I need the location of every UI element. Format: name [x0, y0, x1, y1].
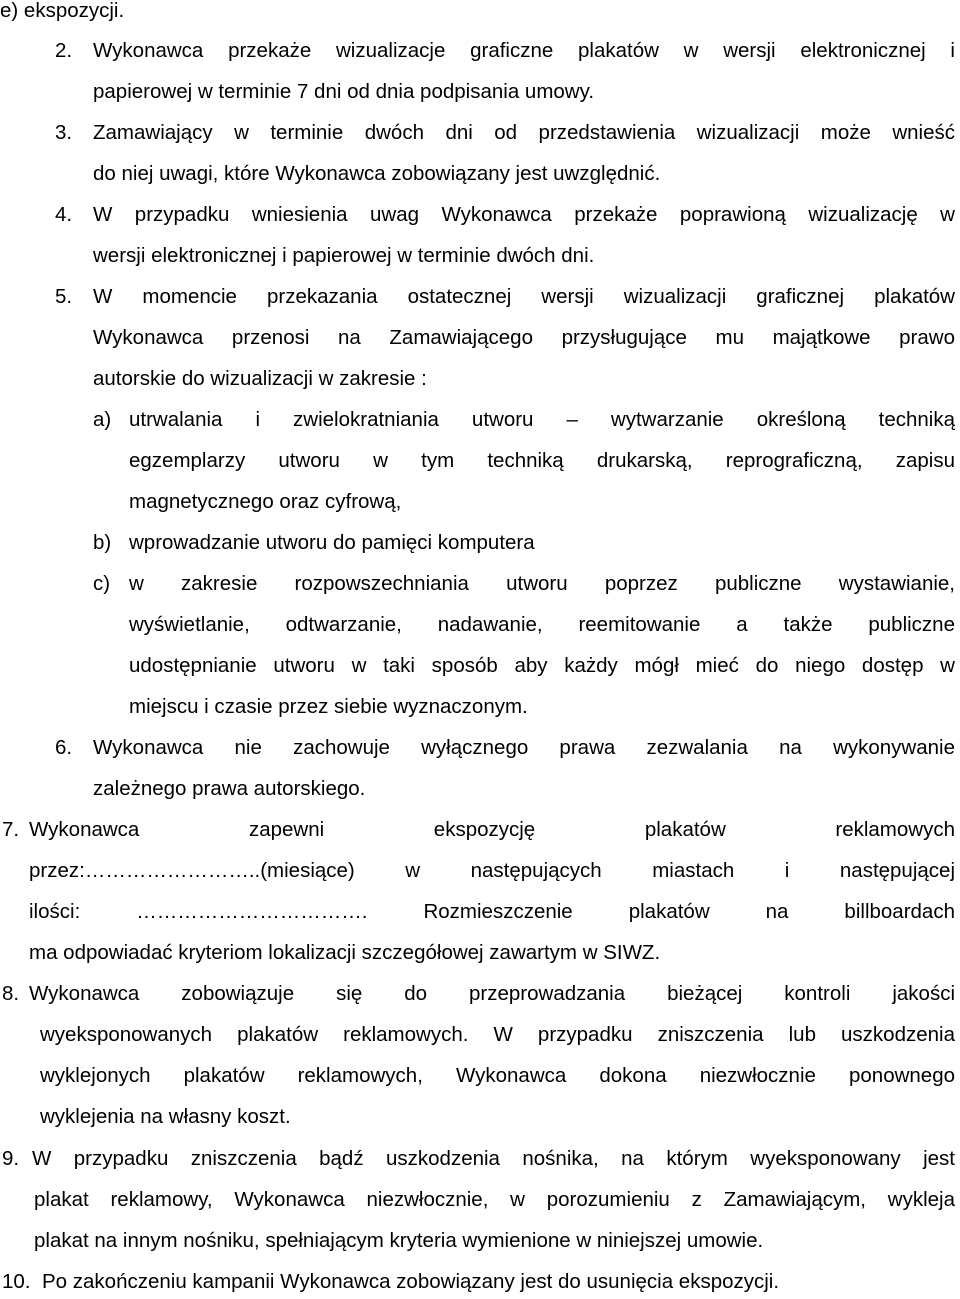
text-line: udostępnianie utworu w taki sposób aby każdy mógł mieć do niego dostęp w	[129, 654, 955, 677]
text-line: W przypadku zniszczenia bądź uszkodzenia nośnika, na którym wyeksponowany jest	[32, 1147, 955, 1170]
text-line: do niej uwagi, które Wykonawca zobowiązany jest uwzględnić.	[93, 162, 661, 185]
text-line: miejscu i czasie przez siebie wyznaczonym.	[129, 695, 528, 718]
item-number: 5.	[55, 285, 73, 308]
text-line: wprowadzanie utworu do pamięci komputera	[129, 531, 535, 554]
item-number: 10.	[2, 1270, 31, 1293]
subitem-letter: a)	[93, 408, 112, 431]
text-line: wersji elektronicznej i papierowej w terminie dwóch dni.	[93, 244, 595, 267]
text-line: plakat reklamowy, Wykonawca niezwłocznie, w porozumieniu z Zamawiającym, wykleja	[34, 1188, 955, 1211]
text-line: w zakresie rozpowszechniania utworu poprzez publiczne wystawianie,	[129, 572, 955, 595]
subitem-letter: b)	[93, 531, 112, 554]
item-number: 3.	[55, 121, 73, 144]
text-line: Wykonawca nie zachowuje wyłącznego prawa zezwalania na wykonywanie	[93, 736, 955, 759]
item-number: 8.	[2, 982, 20, 1005]
text-line: magnetycznego oraz cyfrową,	[129, 490, 402, 513]
item-number: 9.	[2, 1147, 20, 1170]
text-line: W momencie przekazania ostatecznej wersji wizualizacji graficznej plakatów	[93, 285, 955, 308]
text-line: papierowej w terminie 7 dni od dnia podpisania umowy.	[93, 80, 595, 103]
item-number: 6.	[55, 736, 73, 759]
text-line: egzemplarzy utworu w tym techniką drukarską, reprograficzną, zapisu	[129, 449, 955, 472]
text-line: utrwalania i zwielokratniania utworu – wytwarzanie określoną techniką	[129, 408, 955, 431]
text-line: Wykonawca zobowiązuje się do przeprowadzania bieżącej kontroli jakości	[29, 982, 955, 1005]
item-number: 4.	[55, 203, 73, 226]
text-line: Zamawiający w terminie dwóch dni od przedstawienia wizualizacji może wnieść	[93, 121, 955, 144]
text-line: wyklejonych plakatów reklamowych, Wykonawca dokona niezwłocznie ponownego	[40, 1064, 955, 1087]
text-line: e) ekspozycji.	[0, 0, 125, 22]
text-line: Wykonawca przekaże wizualizacje graficzne plakatów w wersji elektronicznej i	[93, 39, 955, 62]
text-line: Wykonawca zapewni ekspozycję plakatów reklamowych	[29, 818, 955, 841]
item-number: 7.	[2, 818, 20, 841]
text-line: przez:……………………..(miesiące) w następujących miastach i następującej	[29, 859, 955, 882]
text-line: ma odpowiadać kryteriom lokalizacji szczegółowej zawartym w SIWZ.	[29, 941, 661, 964]
subitem-letter: c)	[93, 572, 111, 595]
item-number: 2.	[55, 39, 73, 62]
text-line: Po zakończeniu kampanii Wykonawca zobowiązany jest do usunięcia ekspozycji.	[42, 1270, 780, 1293]
text-line: Wykonawca przenosi na Zamawiającego przysługujące mu majątkowe prawo	[93, 326, 955, 349]
text-line: autorskie do wizualizacji w zakresie :	[93, 367, 427, 390]
text-line: ilości: ……………………………. Rozmieszczenie plakatów na billboardach	[29, 900, 955, 923]
text-line: zależnego prawa autorskiego.	[93, 777, 366, 800]
text-line: W przypadku wniesienia uwag Wykonawca przekaże poprawioną wizualizację w	[93, 203, 955, 226]
text-line: wyświetlanie, odtwarzanie, nadawanie, reemitowanie a także publiczne	[129, 613, 955, 636]
text-line: wyeksponowanych plakatów reklamowych. W przypadku zniszczenia lub uszkodzenia	[40, 1023, 955, 1046]
text-line: plakat na innym nośniku, spełniającym kryteria wymienione w niniejszej umowie.	[34, 1229, 764, 1252]
text-line: wyklejenia na własny koszt.	[40, 1105, 291, 1128]
